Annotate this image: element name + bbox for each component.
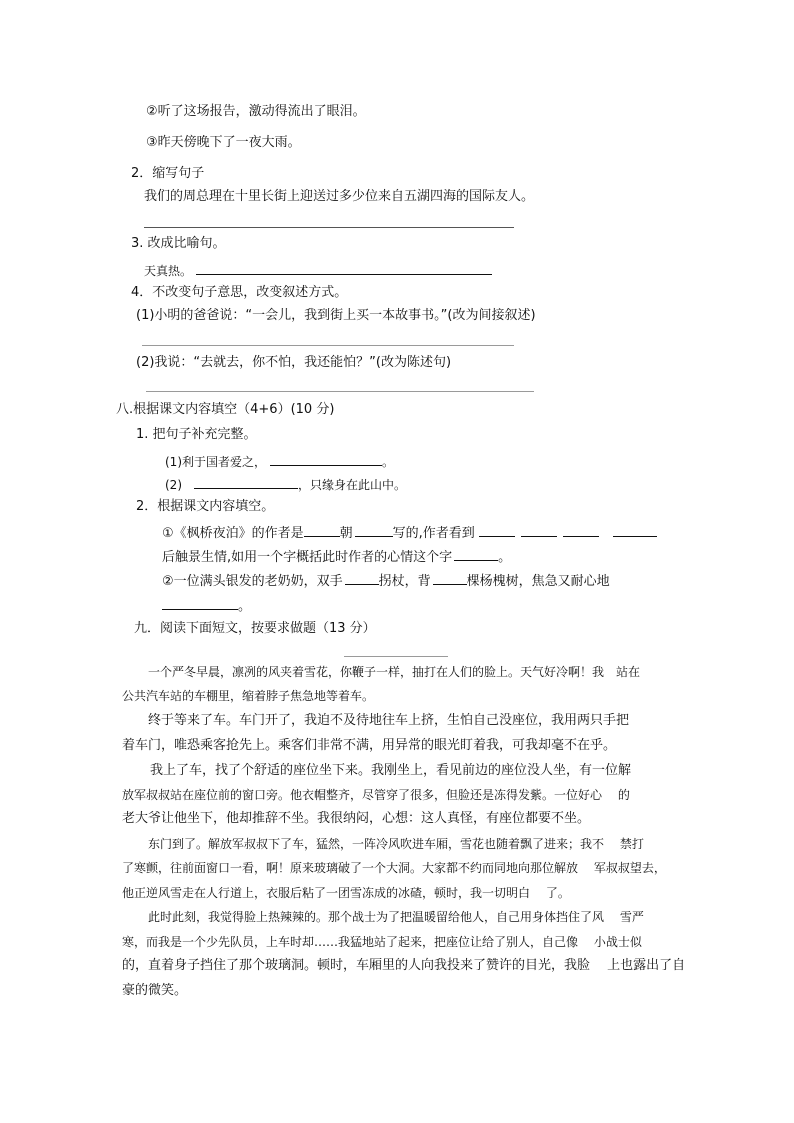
s8-q2b-text-3: 棵杨槐树，焦急又耐心地 <box>466 574 610 589</box>
q3-heading: 3. 改成比喻句。 <box>131 236 226 251</box>
q3-answer-blank[interactable] <box>196 261 492 275</box>
passage-p4-line-3: 他正逆风雪走在人行道上，衣服后粘了一团雪冻成的冰碴，顿时，我一切明白 了。 <box>122 886 570 900</box>
passage-p4-line-2: 了寒颤，往前面窗口一看，啊！原来玻璃破了一个大洞。大家都不约而同地向那位解放 军叔叔望去， <box>122 861 666 875</box>
s8-q1b-suffix: ，只缘身在此山中。 <box>298 478 407 492</box>
passage-p5-line-2: 寒，而我是一个少先队员，上车时却……我猛地站了起来，把座位让给了别人，自己像 小战士似 <box>122 935 642 949</box>
verb-blank-1[interactable] <box>345 571 379 585</box>
s8-q2b-line2-end: 。 <box>238 599 252 614</box>
scene-blank-3[interactable] <box>563 523 599 537</box>
s8-q2b-text-1: ②一位满头银发的老奶奶，双手 <box>162 574 343 589</box>
sentence-3: ③昨天傍晚下了一夜大雨。 <box>146 135 301 150</box>
scene-blank-2[interactable] <box>521 523 557 537</box>
q2-sentence: 我们的周总理在十里长街上迎送过多少位来自五湖四海的国际友人。 <box>144 189 535 204</box>
q4-heading: 4．不改变句子意思，改变叙述方式。 <box>131 285 348 300</box>
s8-q2a-text-2: 朝 <box>339 526 353 541</box>
s8-q2-item-2 <box>162 571 610 590</box>
s8-q1b-prefix: (2) <box>165 478 182 492</box>
passage-p1-line-1: 一个严冬早晨，凛冽的风夹着雪花，你鞭子一样，抽打在人们的脸上。天气好冷啊！我 站在 <box>148 665 641 679</box>
passage-p2-line-1: 终于等来了车。车门开了，我迫不及待地往车上挤，生怕自己没座位，我用两只手把 <box>148 713 630 728</box>
s8-q1a-blank[interactable] <box>270 452 382 466</box>
passage-p3-line-2: 放军叔叔站在座位前的窗口旁。他衣帽整齐，尽管穿了很多，但脸还是冻得发紫。一位好心 的 <box>122 788 630 802</box>
s8-q2-item-1 <box>162 523 657 542</box>
s8-q2-heading: 2．根据课文内容填空。 <box>136 499 275 514</box>
dynasty-blank[interactable] <box>355 523 393 537</box>
s8-q1-item-2 <box>165 475 406 493</box>
sentence-2: ②听了这场报告，激动得流出了眼泪。 <box>146 104 366 119</box>
q4-item-1: (1)小明的爸爸说：“一会儿，我到街上买一本故事书。”(改为间接叙述) <box>136 308 536 323</box>
passage-p5-line-4: 豪的微笑。 <box>122 983 188 998</box>
q4-2-answer-line[interactable] <box>146 391 534 392</box>
passage-p3-line-1: 我上了车，找了个舒适的座位坐下来。我刚坐上，看见前边的座位没人坐，有一位解 <box>150 763 632 778</box>
s8-q1a-suffix: 。 <box>382 455 395 469</box>
section-9-heading: 九．阅读下面短文，按要求做题（13 分） <box>134 621 376 636</box>
verb-blank-2[interactable] <box>433 571 467 585</box>
s8-q2a-text-3: 写的,作者看到 <box>392 526 475 541</box>
section-8-heading: 八.根据课文内容填空（4+6）(10 分) <box>116 402 335 417</box>
mood-word-blank[interactable] <box>454 547 498 561</box>
s8-q2a-line2-text: 后触景生情,如用一个字概括此时作者的心情这个字 <box>162 550 453 565</box>
passage-p5-line-3: 的，直着身子挡住了那个玻璃洞。顿时，车厢里的人向我投来了赞许的目光，我脸 上也露出了自 <box>122 958 686 973</box>
author-blank[interactable] <box>304 523 340 537</box>
s8-q1-item-1 <box>165 452 394 470</box>
s8-q2a-line2-end: 。 <box>498 550 512 565</box>
adverb-blank[interactable] <box>162 596 238 610</box>
scene-blank-4[interactable] <box>613 523 657 537</box>
passage-p1-line-2: 公共汽车站的车棚里，缩着脖子焦急地等着车。 <box>122 689 375 703</box>
passage-title-line <box>344 656 448 657</box>
s8-q1a-prefix: (1)利于国者爱之， <box>165 455 266 469</box>
passage-p3-line-3: 老大爷让他坐下，他却推辞不坐。我很纳闷，心想：这人真怪，有座位都要不坐。 <box>122 811 591 826</box>
passage-p2-line-2: 着车门，唯恐乘客抢先上。乘客们非常不满，用异常的眼光盯着我，可我却毫不在乎。 <box>122 738 617 753</box>
passage-p5-line-1: 此时此刻，我觉得脸上热辣辣的。那个战士为了把温暖留给他人，自己用身体挡住了风 雪严 <box>148 910 644 924</box>
s8-q1-heading: 1. 把句子补充完整。 <box>136 427 257 442</box>
s8-q2a-text-1: ①《枫桥夜泊》的作者是 <box>162 526 304 541</box>
q2-answer-line[interactable] <box>144 227 514 228</box>
s8-q2-item-1-line-2 <box>162 547 511 566</box>
q4-1-answer-line[interactable] <box>142 345 514 346</box>
s8-q2-item-2-line-2 <box>162 596 251 615</box>
s8-q1b-blank[interactable] <box>194 475 298 489</box>
q2-heading: 2．缩写句子 <box>131 166 205 181</box>
q3-prompt <box>144 261 492 279</box>
q3-prompt-text: 天真热。 <box>144 264 193 278</box>
scene-blank-1[interactable] <box>479 523 515 537</box>
q4-item-2: (2)我说：“去就去，你不怕，我还能怕？”(改为陈述句) <box>136 355 452 370</box>
s8-q2b-text-2: 拐杖，背 <box>378 574 431 589</box>
passage-p4-line-1: 东门到了。解放军叔叔下了车，猛然，一阵冷风吹进车厢，雪花也随着飘了进来；我不 禁打 <box>148 837 644 851</box>
